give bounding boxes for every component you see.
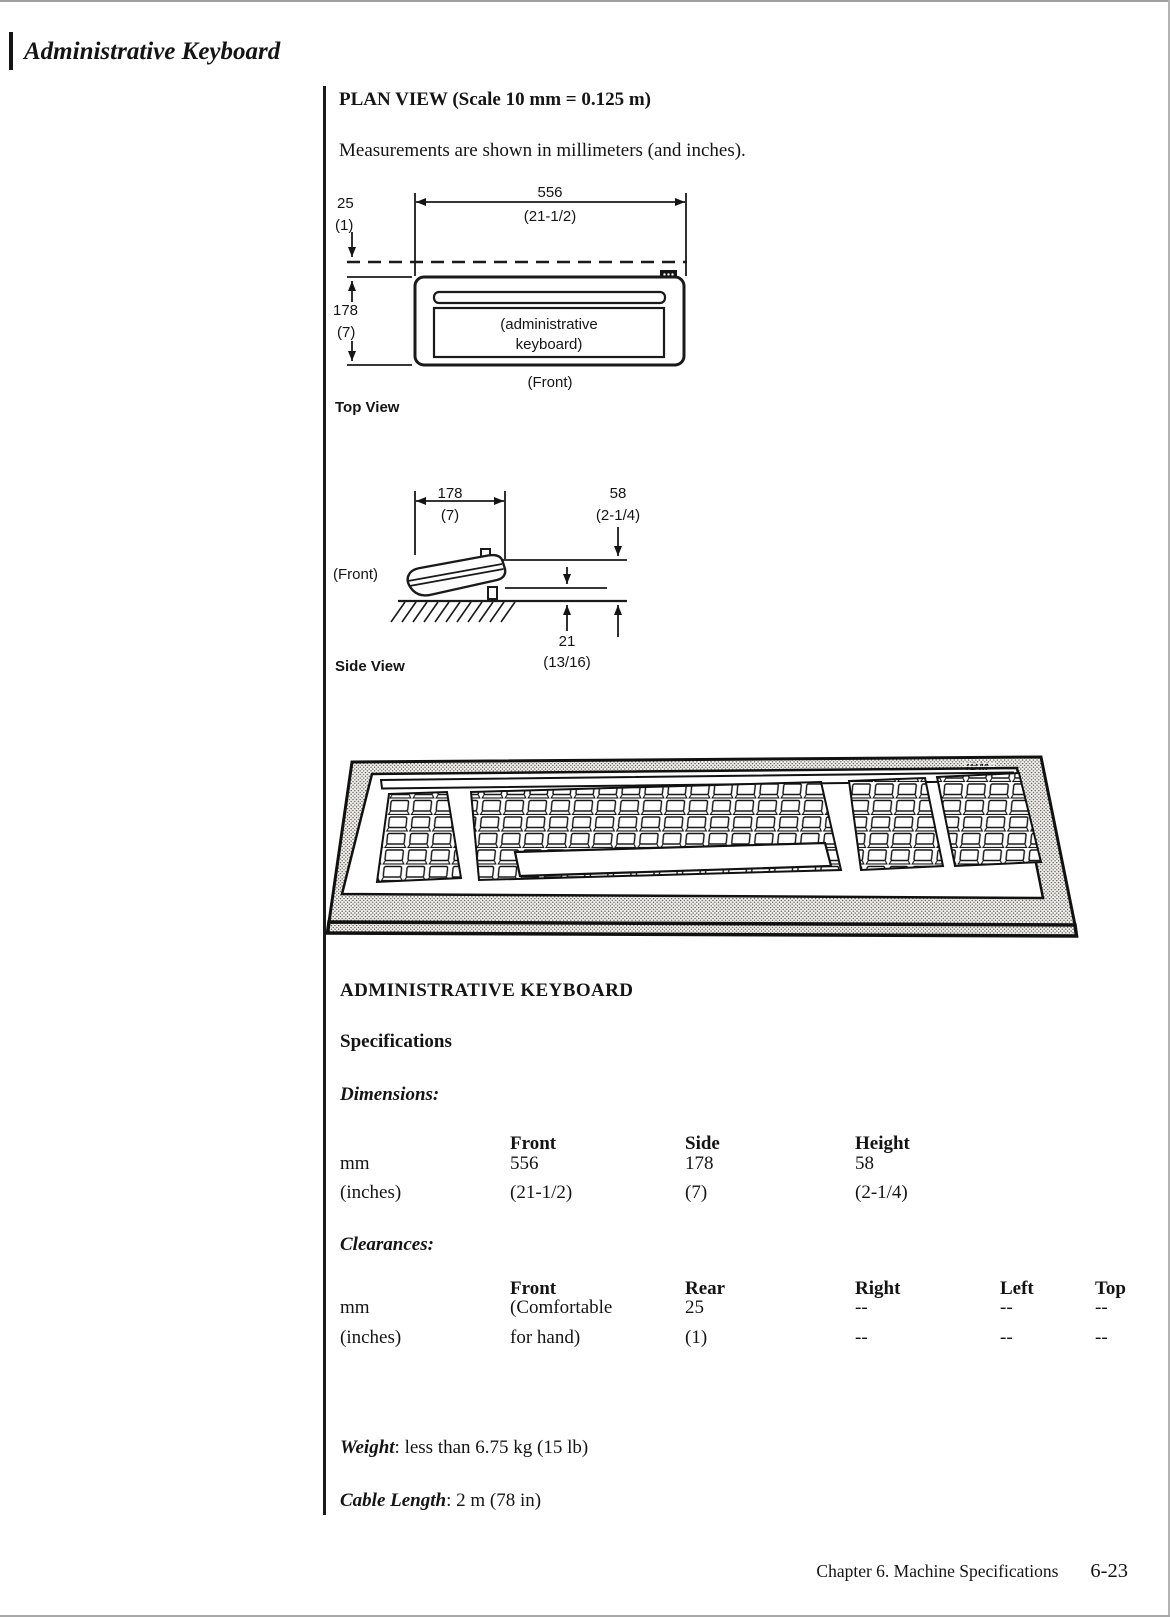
side-view-diagram [325,455,745,677]
clr-mm-rear: 25 [685,1297,704,1318]
footer-page-number: 6-23 [1090,1560,1128,1582]
weight-value: : less than 6.75 kg (15 lb) [394,1437,589,1458]
side-view-caption: Side View [335,658,405,675]
svg-text:IBM: IBM [966,761,990,773]
keyboard-illustration [325,750,1080,945]
clr-row-mm-label: mm [340,1297,370,1318]
measurement-note: Measurements are shown in millimeters (and inches). [339,140,746,161]
page-title: Administrative Keyboard [24,38,281,65]
dim-in-side: (7) [685,1182,708,1203]
cable-length-value: : 2 m (78 in) [446,1490,542,1511]
clr-col-rear: Rear [685,1278,726,1299]
dim-mm-side: 178 [685,1153,714,1174]
dimensions-table [340,1133,975,1207]
cable-length-line [340,1490,541,1512]
specifications-subheading: Specifications [340,1031,452,1052]
side-depth-mm: 178 [437,485,463,502]
rear-clearance-mm: 25 [337,195,354,212]
dim-col-front: Front [510,1133,557,1154]
dim-mm-height: 58 [855,1153,874,1174]
clr-mm-top: -- [1095,1297,1108,1318]
depth-in: (7) [337,324,356,341]
front-height-in: (13/16) [543,654,591,671]
specifications-heading: ADMINISTRATIVE KEYBOARD [340,980,634,1001]
page-footer [816,1560,1128,1583]
height-mm: 58 [609,485,627,502]
change-bar [9,32,13,70]
weight-label: Weight [340,1437,395,1458]
clr-in-right: -- [855,1327,868,1348]
dim-col-height: Height [855,1133,910,1154]
clearances-table [340,1278,1170,1353]
clr-col-right: Right [855,1278,901,1299]
keyboard-front-face [328,922,1077,936]
clr-mm-front: (Comfortable [510,1297,613,1318]
clearances-label: Clearances: [340,1234,434,1255]
clr-in-rear: (1) [685,1327,708,1348]
device-label-line1: (administrative [500,316,598,333]
function-key-bank [377,792,461,882]
weight-line [340,1437,588,1459]
clr-mm-right: -- [855,1297,868,1318]
cable-length-label: Cable Length [340,1490,447,1511]
top-view-diagram [325,175,725,425]
clr-in-top: -- [1095,1327,1108,1348]
dim-row-mm-label: mm [340,1153,370,1174]
top-view-caption: Top View [335,399,400,416]
keyboard-side-profile [408,549,506,599]
plan-view-heading: PLAN VIEW (Scale 10 mm = 0.125 m) [339,89,651,110]
width-mm: 556 [537,184,563,201]
keyboard-top-bar [434,292,665,303]
clr-col-left: Left [1000,1278,1034,1299]
clr-in-front: for hand) [510,1327,581,1348]
device-label-line2: keyboard) [515,336,583,353]
front-height-mm: 21 [558,633,576,650]
clr-row-in-label: (inches) [340,1327,402,1348]
clr-col-front: Front [510,1278,557,1299]
width-in: (21-1/2) [523,208,577,225]
dim-mm-front: 556 [510,1153,539,1174]
dimensions-label: Dimensions: [340,1084,440,1105]
footer-chapter: Chapter 6. Machine Specifications [816,1561,1059,1581]
rear-clearance-in: (1) [335,217,354,234]
side-depth-in: (7) [440,507,460,524]
height-in: (2-1/4) [595,507,641,524]
clr-col-top: Top [1095,1278,1126,1299]
dim-col-side: Side [685,1133,720,1154]
front-label: (Front) [527,374,573,391]
clr-mm-left: -- [1000,1297,1013,1318]
dim-in-front: (21-1/2) [510,1182,573,1203]
clr-in-left: -- [1000,1327,1013,1348]
dim-row-in-label: (inches) [340,1182,402,1203]
ground-hatching [391,602,515,622]
scan-edge-top [0,0,1170,2]
dim-in-height: (2-1/4) [855,1182,908,1203]
depth-mm: 178 [333,302,359,319]
side-front-label: (Front) [333,566,378,583]
